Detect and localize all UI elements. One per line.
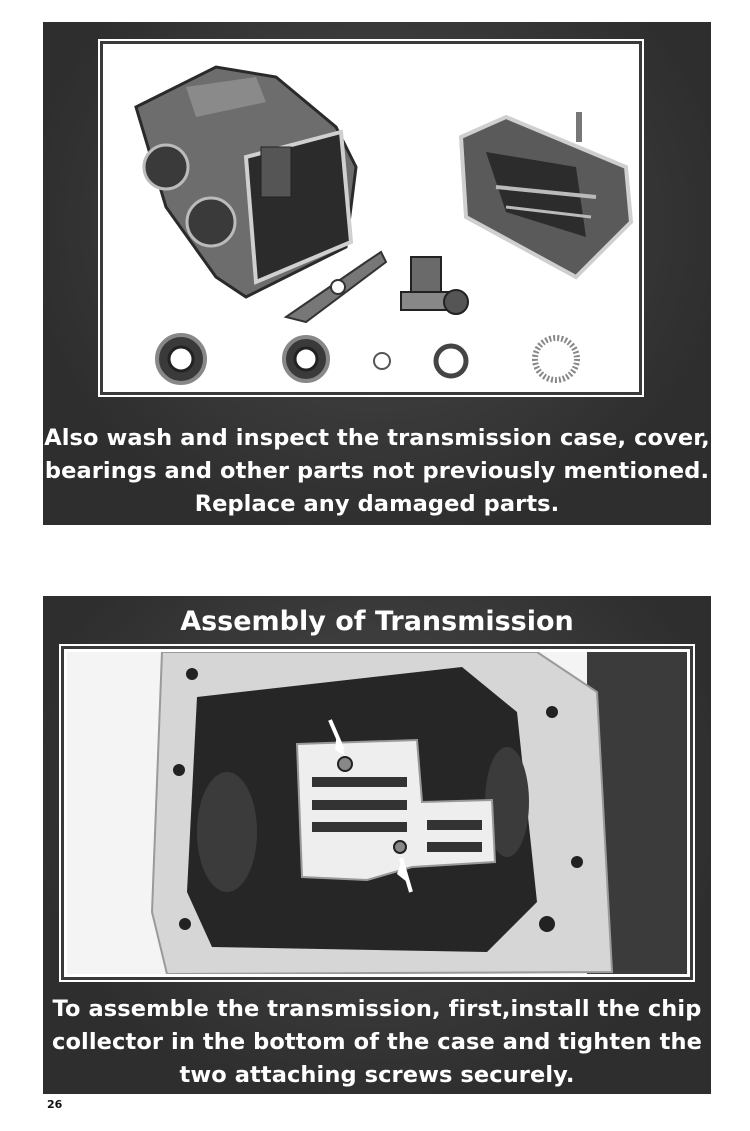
assembly-panel xyxy=(43,596,711,1094)
chip-collector-photo xyxy=(67,652,687,974)
parts-inspection-caption xyxy=(43,422,711,521)
caption-line: two attaching screws securely. xyxy=(179,1062,575,1088)
caption-line: To assemble the transmission, first,install the chip xyxy=(52,996,702,1022)
transmission-parts-photo-frame xyxy=(98,39,644,397)
assembly-caption xyxy=(43,993,711,1092)
caption-line: Replace any damaged parts. xyxy=(194,491,560,517)
page-number: 26 xyxy=(47,1098,63,1111)
caption-line: Also wash and inspect the transmission case, cover, xyxy=(44,425,710,451)
parts-inspection-panel xyxy=(43,22,711,525)
caption-line: bearings and other parts not previously mentioned. xyxy=(44,458,710,484)
caption-line: collector in the bottom of the case and tighten the xyxy=(52,1029,702,1055)
chip-collector-photo-frame xyxy=(59,644,695,982)
section-title: Assembly of Transmission xyxy=(180,606,574,637)
transmission-parts-photo xyxy=(106,47,636,389)
